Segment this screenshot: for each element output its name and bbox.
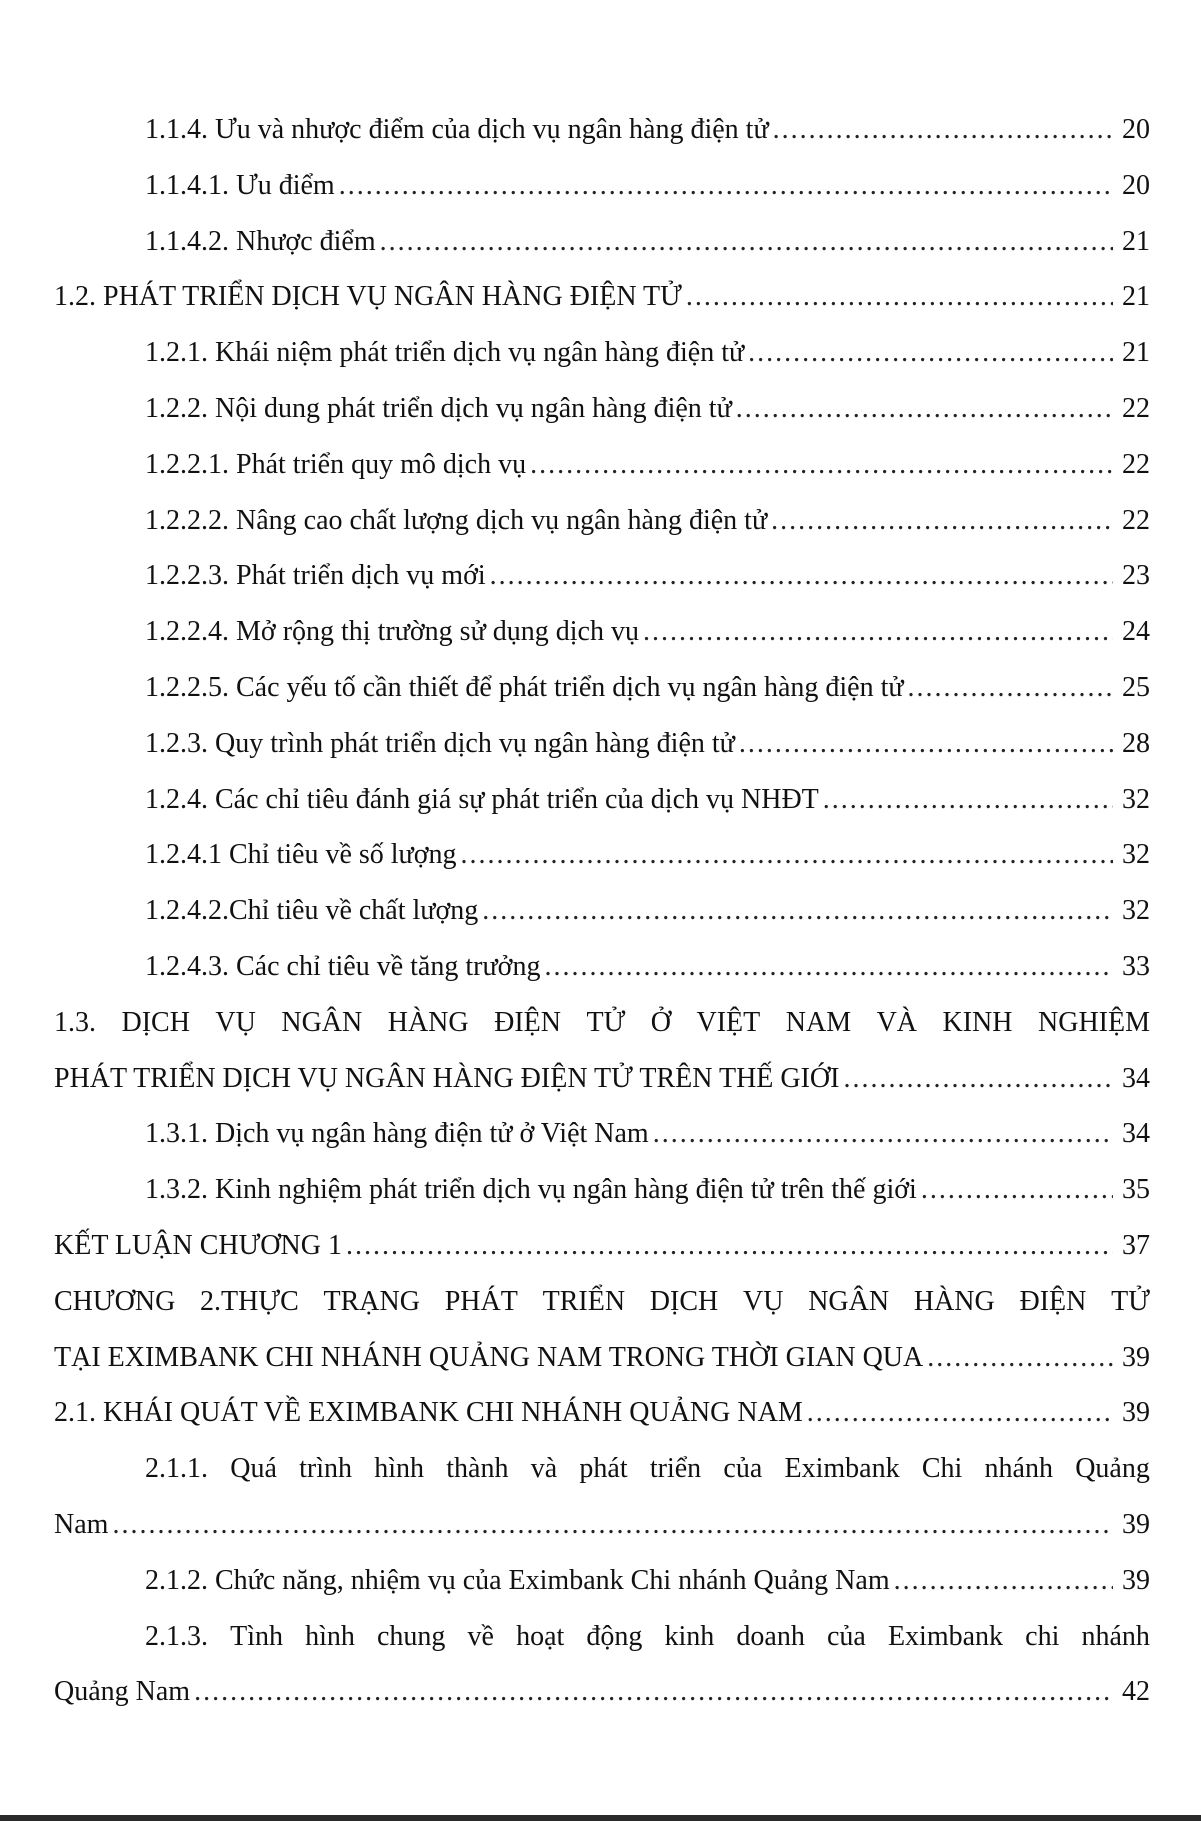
dot-leader [380,214,1113,270]
dot-leader [194,1664,1113,1720]
toc-page-number: 32 [1122,783,1150,815]
toc-page-number: 24 [1122,616,1150,648]
toc-entry[interactable] [54,1218,1150,1274]
toc-entry-title: 1.2.4.3. Các chỉ tiêu về tăng trưởng [145,950,541,982]
toc-entry-title: 1.2.2.2. Nâng cao chất lượng dịch vụ ngân hàng điện tử [145,504,768,536]
toc-entry[interactable] [54,269,1150,325]
toc-page-number: 37 [1122,1229,1150,1261]
toc-entry[interactable] [54,1162,1150,1218]
toc-entry[interactable] [54,883,1150,939]
toc-page-number: 34 [1122,1118,1150,1150]
dot-leader [773,102,1113,158]
toc-entry[interactable] [54,1330,1150,1386]
dot-leader [482,883,1113,939]
toc-entry[interactable] [54,1497,1150,1553]
toc-entry[interactable] [54,102,1150,158]
toc-entry-title: 1.1.4.2. Nhược điểm [145,225,376,257]
toc-page-number: 39 [1122,1397,1150,1429]
dot-leader [686,269,1113,325]
toc-entry-title: 1.2.2. Nội dung phát triển dịch vụ ngân hàng điện tử [145,392,732,424]
toc-entry[interactable] [54,381,1150,437]
dot-leader [653,1106,1113,1162]
toc-entry-title: 1.3.2. Kinh nghiệm phát triển dịch vụ ngân hàng điện tử trên thế giới [145,1174,917,1206]
toc-page-number: 25 [1122,671,1150,703]
toc-entry-first-line: 2.1.3. Tình hình chung về hoạt động kinh doanh của Eximbank chi nhánh [145,1620,1150,1652]
toc-entry[interactable] [54,493,1150,549]
toc-page-number: 39 [1122,1508,1150,1540]
toc-entry-title: Quảng Nam [54,1676,191,1708]
toc-entry-title: 1.2.2.4. Mở rộng thị trường sử dụng dịch vụ [145,616,639,648]
dot-leader [894,1553,1113,1609]
toc-entry[interactable] [54,158,1150,214]
toc-entry-title: 1.1.4. Ưu và nhược điểm của dịch vụ ngân hàng điện tử [145,114,769,145]
toc-entry[interactable] [54,1051,1150,1107]
toc-entry[interactable] [54,325,1150,381]
toc-entry-title: 1.2.4.2.Chỉ tiêu về chất lượng [145,895,479,927]
toc-page-number: 22 [1122,392,1150,424]
toc-entry-title: PHÁT TRIỂN DỊCH VỤ NGÂN HÀNG ĐIỆN TỬ TRÊN THẾ GIỚI [54,1062,840,1094]
toc-entry-title: 1.2.3. Quy trình phát triển dịch vụ ngân hàng điện tử [145,727,735,759]
dot-leader [927,1330,1113,1386]
dot-leader [807,1385,1113,1441]
dot-leader [112,1497,1113,1553]
toc-page-number: 23 [1122,560,1150,592]
table-of-contents [54,102,1150,1720]
toc-entry[interactable] [54,1106,1150,1162]
dot-leader [736,381,1113,437]
toc-entry[interactable] [54,827,1150,883]
toc-entry-title: 1.2.1. Khái niệm phát triển dịch vụ ngân hàng điện tử [145,337,745,369]
dot-leader [823,772,1113,828]
toc-page-number: 21 [1122,337,1150,369]
toc-page-number: 32 [1122,839,1150,871]
toc-page-number: 28 [1122,727,1150,759]
toc-page-number: 34 [1122,1062,1150,1094]
toc-page-number: 21 [1122,281,1150,313]
toc-page-number: 21 [1122,225,1150,257]
toc-page-number: 32 [1122,895,1150,927]
toc-page-number: 35 [1122,1174,1150,1206]
toc-page-number: 20 [1122,169,1150,201]
toc-entry-title: 1.2.2.1. Phát triển quy mô dịch vụ [145,448,527,480]
toc-entry-first-line: 1.3. DỊCH VỤ NGÂN HÀNG ĐIỆN TỬ Ở VIỆT NAM VÀ KINH NGHIỆM [54,1006,1150,1038]
dot-leader [908,660,1113,716]
toc-entry[interactable] [54,437,1150,493]
dot-leader [643,604,1113,660]
toc-entry[interactable] [54,939,1150,995]
toc-page-number: 20 [1122,114,1150,145]
toc-entry-title: 1.2. PHÁT TRIỂN DỊCH VỤ NGÂN HÀNG ĐIỆN TỬ [54,281,682,313]
toc-entry[interactable] [54,1385,1150,1441]
toc-entry[interactable] [54,772,1150,828]
toc-entry[interactable] [54,548,1150,604]
toc-page-number: 39 [1122,1564,1150,1596]
dot-leader [346,1218,1113,1274]
dot-leader [530,437,1113,493]
toc-entry-title: 1.1.4.1. Ưu điểm [145,169,335,201]
toc-entry[interactable] [54,1664,1150,1720]
dot-leader [490,548,1113,604]
toc-entry-title: 1.2.4. Các chỉ tiêu đánh giá sự phát triển của dịch vụ NHĐT [145,783,819,815]
toc-entry-title: 1.2.4.1 Chỉ tiêu về số lượng [145,839,457,871]
toc-entry[interactable] [54,716,1150,772]
dot-leader [739,716,1113,772]
toc-entry-title: 2.1. KHÁI QUÁT VỀ EXIMBANK CHI NHÁNH QUẢNG NAM [54,1397,803,1429]
toc-entry-title: 1.3.1. Dịch vụ ngân hàng điện tử ở Việt Nam [145,1118,649,1150]
toc-entry-title: 1.2.2.3. Phát triển dịch vụ mới [145,560,486,592]
toc-entry[interactable] [54,604,1150,660]
toc-entry-first-line: 2.1.1. Quá trình hình thành và phát triển của Eximbank Chi nhánh Quảng [145,1453,1150,1485]
toc-entry[interactable] [54,660,1150,716]
toc-entry-title: 1.2.2.5. Các yếu tố cần thiết để phát triển dịch vụ ngân hàng điện tử [145,671,904,703]
toc-entry[interactable] [54,214,1150,270]
dot-leader [843,1051,1113,1107]
dot-leader [771,493,1113,549]
dot-leader [339,158,1113,214]
toc-entry-title: Nam [54,1508,109,1540]
page-bottom-edge [0,1815,1201,1821]
toc-page-number: 33 [1122,950,1150,982]
toc-entry[interactable] [54,1553,1150,1609]
toc-entry-title: TẠI EXIMBANK CHI NHÁNH QUẢNG NAM TRONG THỜI GIAN QUA [54,1341,924,1373]
toc-page-number: 42 [1122,1676,1150,1708]
toc-entry-title: KẾT LUẬN CHƯƠNG 1 [54,1229,342,1261]
dot-leader [921,1162,1113,1218]
toc-page-number: 22 [1122,504,1150,536]
toc-page-number: 22 [1122,448,1150,480]
dot-leader [461,827,1113,883]
dot-leader [544,939,1113,995]
toc-page-number: 39 [1122,1341,1150,1373]
dot-leader [748,325,1113,381]
toc-entry-title: 2.1.2. Chức năng, nhiệm vụ của Eximbank Chi nhánh Quảng Nam [145,1564,890,1596]
toc-entry-first-line: CHƯƠNG 2.THỰC TRẠNG PHÁT TRIỂN DỊCH VỤ NGÂN HÀNG ĐIỆN TỬ [54,1285,1150,1317]
